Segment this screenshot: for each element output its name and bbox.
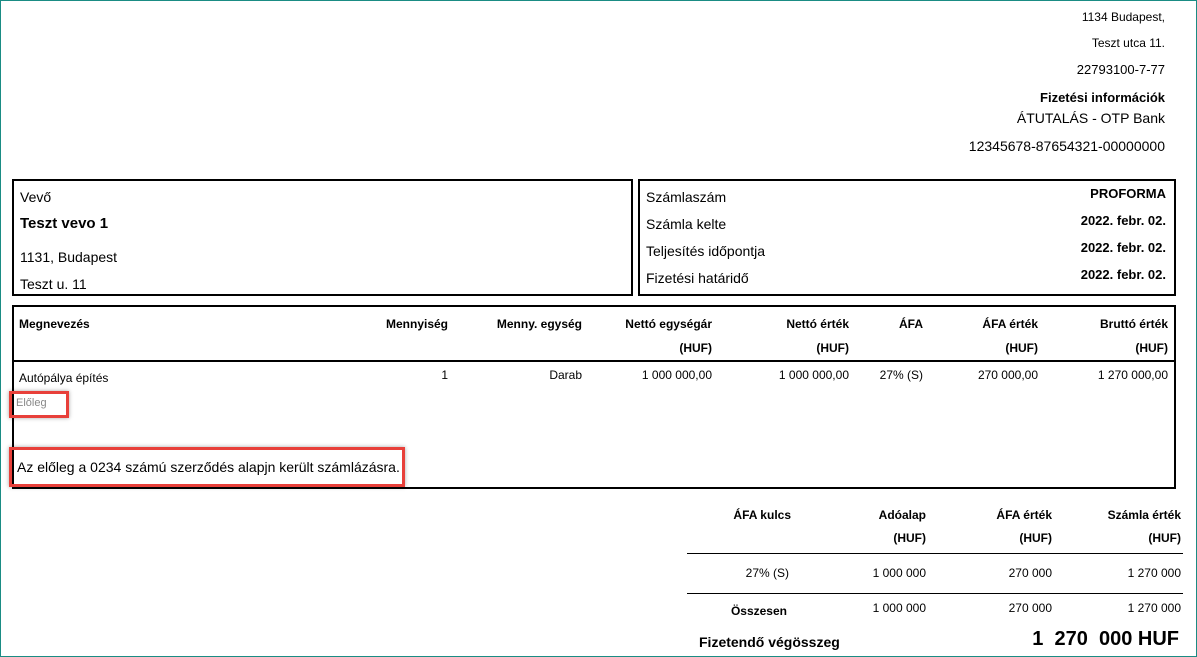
header-vat: ÁFA (899, 317, 923, 331)
summary-vat: 270 000 (1008, 566, 1052, 580)
header-gross-unit: (HUF) (1135, 341, 1168, 355)
header-vat-value-unit: (HUF) (1005, 341, 1038, 355)
invoice-date-value: 2022. febr. 02. (1080, 213, 1166, 228)
summary-header-base-unit: (HUF) (893, 531, 926, 545)
header-net-unit: (HUF) (816, 341, 849, 355)
item-vat-value: 270 000,00 (977, 368, 1038, 382)
payment-deadline-label: Fizetési határidő (646, 270, 749, 286)
invoice-number-value: PROFORMA (1090, 186, 1166, 201)
header-net: Nettó érték (786, 317, 849, 331)
header-unit-price-unit: (HUF) (679, 341, 712, 355)
payment-info-title: Fizetési információk (1040, 90, 1165, 105)
invoice-date-label: Számla kelte (646, 216, 727, 232)
summary-header-base: Adóalap (878, 508, 926, 522)
summary-row-divider (687, 593, 1183, 594)
summary-header-total: Számla érték (1107, 508, 1181, 522)
item-name: Autópálya építés (19, 371, 109, 385)
item-sub-label: Előleg (16, 397, 47, 409)
item-unit: Darab (549, 368, 582, 382)
summary-base: 1 000 000 (872, 566, 926, 580)
summary-header-divider (687, 553, 1183, 554)
header-unit-price: Nettó egységár (625, 317, 712, 331)
header-gross: Bruttó érték (1099, 317, 1168, 331)
total-gross: 1 270 000 (1127, 601, 1181, 615)
payable-value: 1 270 000 HUF (1032, 628, 1179, 650)
seller-address-line2: Teszt utca 11. (1091, 36, 1165, 50)
total-vat: 270 000 (1008, 601, 1052, 615)
bank-account: 12345678-87654321-00000000 (968, 138, 1165, 154)
buyer-address-line2: Teszt u. 11 (20, 276, 87, 292)
header-unit: Menny. egység (496, 317, 582, 331)
buyer-address-line1: 1131, Budapest (20, 249, 118, 265)
fulfillment-date-value: 2022. febr. 02. (1080, 240, 1166, 255)
header-vat-value: ÁFA érték (982, 317, 1038, 331)
payment-deadline-value: 2022. febr. 02. (1080, 267, 1166, 282)
header-qty: Mennyiség (385, 317, 448, 331)
buyer-name: Teszt vevo 1 (20, 215, 109, 232)
total-label: Összesen (730, 604, 787, 618)
payment-method: ÁTUTALÁS - OTP Bank (1016, 110, 1165, 126)
items-header-divider (14, 360, 1174, 362)
item-vat: 27% (S) (879, 368, 923, 382)
buyer-box (12, 179, 633, 296)
summary-header-vat: ÁFA érték (996, 508, 1052, 522)
invoice-number-label: Számlaszám (646, 189, 727, 205)
item-net: 1 000 000,00 (778, 368, 849, 382)
seller-tax-number: 22793100-7-77 (1076, 62, 1165, 77)
header-name: Megnevezés (19, 317, 90, 331)
invoice-note: Az előleg a 0234 számú szerződés alapjn került számlázásra. (17, 459, 400, 475)
payable-label: Fizetendő végösszeg (699, 634, 840, 650)
buyer-label: Vevő (20, 189, 52, 205)
summary-header-vat-unit: (HUF) (1019, 531, 1052, 545)
seller-address-line1: 1134 Budapest, (1081, 10, 1165, 24)
item-qty: 1 (441, 368, 448, 382)
summary-header-total-unit: (HUF) (1148, 531, 1181, 545)
summary-total: 1 270 000 (1127, 566, 1181, 580)
fulfillment-date-label: Teljesítés időpontja (646, 243, 766, 259)
summary-rate: 27% (S) (745, 566, 789, 580)
total-base: 1 000 000 (872, 601, 926, 615)
item-gross: 1 270 000,00 (1097, 368, 1168, 382)
item-unit-price: 1 000 000,00 (641, 368, 712, 382)
summary-header-rate: ÁFA kulcs (733, 508, 791, 522)
